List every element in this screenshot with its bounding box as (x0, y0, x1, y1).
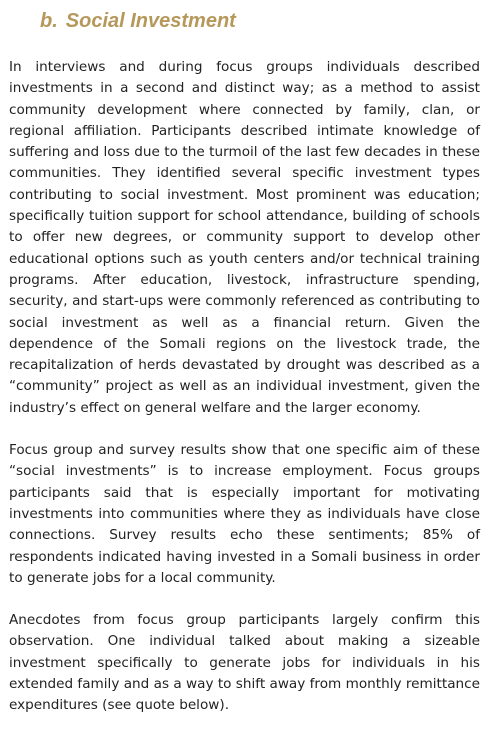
body-paragraph-1: In interviews and during focus groups individuals described investments in a second and distinct way; as a method to assist community development where connected by family, clan, or regional affiliation. Participants described intimate knowledge of suffering and loss due to the turmoil of the last few decades in these communities. They identified several specific investment types contributing to social investment. Most prominent was education; specifically tuition support for school attendance, building of schools to offer new degrees, or community support to develop other educational options such as youth centers and/or technical training programs. After education, livestock, infrastructure spending, security, and start-ups were commonly referenced as contributing to social investment as well as a financial return. Given the dependence of the Somali regions on the livestock trade, the recapitalization of herds devastated by drought was described as a “community” project as well as an individual investment, given the industry’s effect on general welfare and the larger economy. (9, 59, 480, 416)
body-paragraph-2: Focus group and survey results show that one specific aim of these “social investments” is to increase employment. Focus groups participants said that is especially important for motivating investments into communities where they as individuals have close connections. Survey results echo these sentiments; 85% of respondents indicated having invested in a Somali business in order to generate jobs for a local community. (9, 442, 480, 586)
section-heading (40, 8, 480, 34)
section-title: Social Investment (65, 10, 236, 32)
body-paragraph-3: Anecdotes from focus group participants largely confirm this observation. One individual talked about making a sizeable investment specifically to generate jobs for individuals in his extended family and as a way to shift away from monthly remittance expenditures (see quote below). (9, 612, 480, 714)
section-marker: b. (40, 10, 58, 32)
